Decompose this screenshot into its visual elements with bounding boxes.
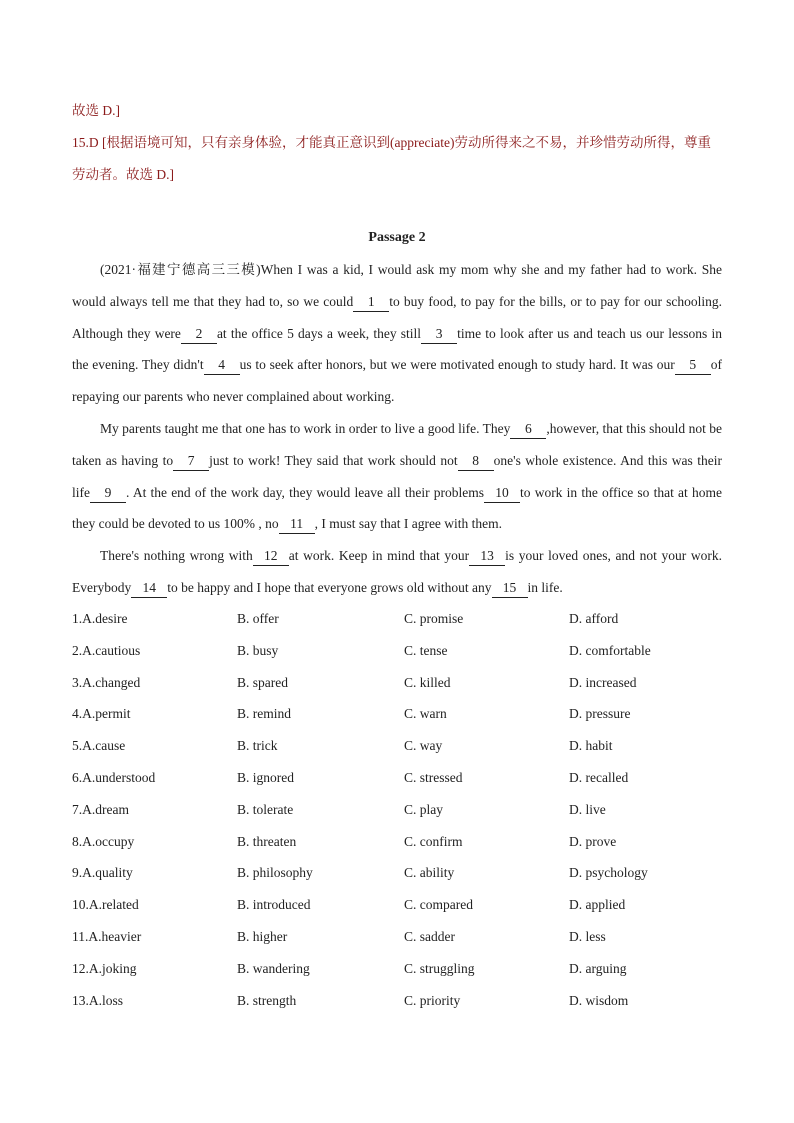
option-row-13: [72, 985, 722, 1017]
text-segment: to be happy and I hope that everyone grows old without any: [167, 579, 492, 595]
option-a: 12.A.joking: [72, 960, 137, 976]
blank-13: 13: [469, 547, 505, 566]
blank-3: 3: [421, 325, 457, 344]
text-segment: My parents taught me that one has to work in order to live a good life. They: [100, 420, 511, 436]
option-d: D. psychology: [569, 865, 648, 881]
paragraph-1: [72, 254, 722, 413]
answer-explanation-15: [72, 127, 724, 191]
option-d: D. habit: [569, 738, 613, 754]
option-c: C. confirm: [404, 833, 463, 849]
paragraph-2: [72, 413, 722, 540]
option-b: B. ignored: [237, 769, 294, 785]
text-segment: time to look after us and teach us our lessons in the evening. They didn't: [72, 325, 723, 373]
option-a: 9.A.quality: [72, 865, 133, 881]
option-c: C. struggling: [404, 960, 475, 976]
option-a: 13.A.loss: [72, 992, 124, 1008]
option-row-5: [72, 730, 722, 762]
option-row-2: [72, 635, 722, 667]
option-d: D. increased: [569, 674, 637, 690]
option-c: C. killed: [404, 674, 451, 690]
option-row-12: [72, 953, 722, 985]
option-a: 11.A.heavier: [72, 928, 142, 944]
blank-12: 12: [253, 547, 289, 566]
blank-11: 11: [279, 515, 315, 534]
option-d: D. pressure: [569, 706, 631, 722]
blank-6: 6: [510, 420, 546, 439]
option-c: C. warn: [404, 706, 447, 722]
option-row-8: [72, 826, 722, 858]
option-a: 3.A.changed: [72, 674, 141, 690]
option-a: 6.A.understood: [72, 769, 156, 785]
text-segment: When I was a kid, I would ask my mom why she and my father had to work. She would always tell me that they had to, so we could: [72, 262, 722, 309]
option-a: 2.A.cautious: [72, 642, 141, 658]
answer-explanation-prev: [72, 95, 724, 127]
blank-1: 1: [353, 293, 389, 312]
blank-10: 10: [484, 484, 520, 503]
text-segment: at the office 5 days a week, they still: [216, 325, 422, 341]
option-c: C. tense: [404, 642, 448, 658]
option-b: B. introduced: [237, 897, 311, 913]
paragraph-3: [72, 540, 722, 604]
option-a: 7.A.dream: [72, 801, 129, 817]
option-a: 10.A.related: [72, 897, 139, 913]
blank-7: 7: [173, 452, 209, 471]
answer-15-text: 15.D [根据语境可知，只有亲身体验，才能真正意识到(appreciate)劳动所得来之不易，并珍惜劳动所得，尊重劳动者。故选 D.]: [72, 135, 711, 182]
blank-8: 8: [458, 452, 494, 471]
option-c: C. priority: [404, 992, 461, 1008]
option-c: C. compared: [404, 897, 473, 913]
text-segment: at work. Keep in mind that your: [288, 548, 470, 564]
text-segment: to work in the office so that at home they could be devoted to us 100% , no: [72, 484, 722, 532]
blank-15: 15: [492, 579, 528, 598]
option-a: 5.A.cause: [72, 738, 126, 754]
option-b: B. busy: [237, 642, 279, 658]
option-d: D. recalled: [569, 769, 629, 785]
option-d: D. wisdom: [569, 992, 629, 1008]
option-d: D. arguing: [569, 960, 627, 976]
text-segment: one's whole existence. And this was their life: [72, 452, 722, 500]
option-row-7: [72, 794, 722, 826]
option-row-1: [72, 603, 722, 635]
option-b: B. spared: [237, 674, 288, 690]
text-segment: us to seek after honors, but we were motivated enough to study hard. It was our: [239, 357, 675, 373]
text-segment: in life.: [527, 579, 563, 595]
option-d: D. comfortable: [569, 642, 651, 658]
blank-5: 5: [675, 356, 711, 375]
blank-2: 2: [181, 325, 217, 344]
passage-body: [72, 254, 722, 604]
option-b: B. offer: [237, 611, 279, 626]
option-a: 8.A.occupy: [72, 833, 135, 849]
blank-14: 14: [131, 579, 167, 598]
text-segment: just to work! They said that work should not: [209, 452, 458, 468]
source-tag: (2021·福建宁德高三三模): [100, 262, 261, 277]
blank-9: 9: [90, 484, 126, 503]
option-d: D. afford: [569, 611, 619, 626]
option-b: B. higher: [237, 928, 288, 944]
option-row-9: [72, 857, 722, 889]
option-d: D. applied: [569, 897, 626, 913]
answer-tail-text: 故选 D.]: [72, 103, 120, 118]
option-a: 4.A.permit: [72, 706, 131, 722]
text-segment: ,however, that this should not be taken as having to: [72, 420, 723, 468]
text-segment: There's nothing wrong with: [100, 548, 253, 564]
option-b: B. philosophy: [237, 865, 313, 881]
option-c: C. play: [404, 801, 443, 817]
option-b: B. wandering: [237, 960, 310, 976]
blank-4: 4: [204, 356, 240, 375]
option-row-11: [72, 921, 722, 953]
option-b: B. trick: [237, 738, 278, 754]
option-c: C. stressed: [404, 769, 463, 785]
option-d: D. live: [569, 801, 606, 817]
option-d: D. prove: [569, 833, 617, 849]
text-segment: is your loved ones, and not your work. Everybody: [72, 548, 722, 595]
option-b: B. threaten: [237, 833, 297, 849]
option-c: C. promise: [404, 611, 464, 626]
option-b: B. remind: [237, 706, 291, 722]
option-c: C. way: [404, 738, 443, 754]
options-list: [72, 603, 722, 1016]
option-c: C. sadder: [404, 928, 455, 944]
text-segment: of repaying our parents who never complained about working.: [72, 357, 723, 405]
passage-title: Passage 2: [368, 230, 426, 245]
option-b: B. tolerate: [237, 801, 294, 817]
option-b: B. strength: [237, 992, 297, 1008]
option-a: 1.A.desire: [72, 611, 128, 626]
text-segment: , I must say that I agree with them.: [314, 516, 503, 532]
option-row-6: [72, 762, 722, 794]
option-row-4: [72, 698, 722, 730]
text-segment: . At the end of the work day, they would leave all their problems: [126, 484, 484, 500]
option-d: D. less: [569, 928, 606, 944]
option-c: C. ability: [404, 865, 455, 881]
option-row-10: [72, 889, 722, 921]
text-segment: to buy food, to pay for the bills, or to pay for our schooling. Although they were: [72, 293, 722, 341]
option-row-3: [72, 667, 722, 699]
